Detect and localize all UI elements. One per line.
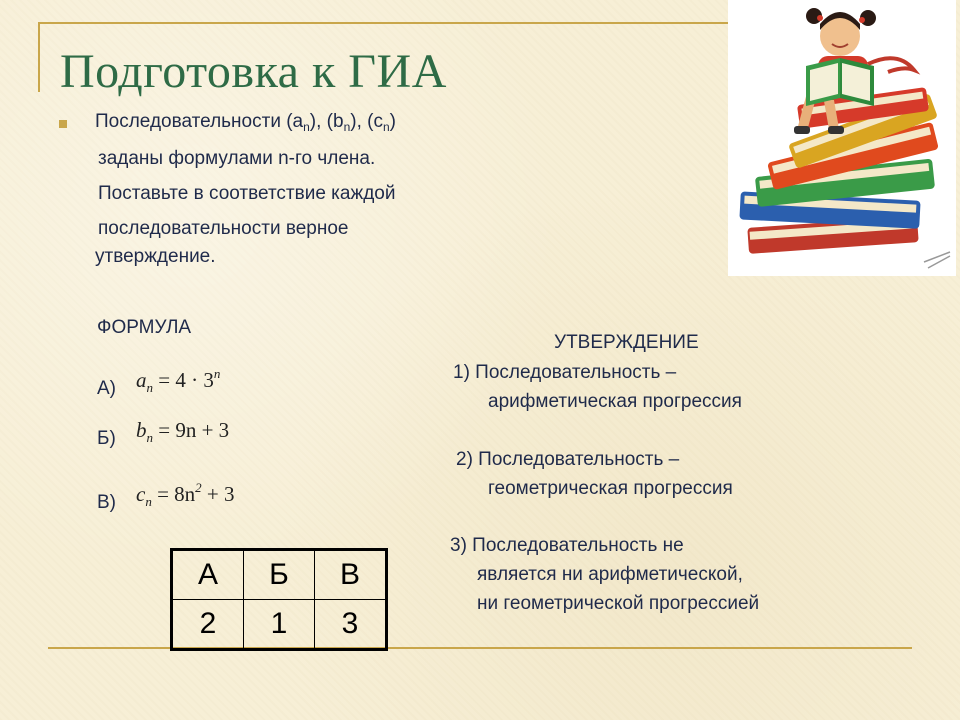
answer-header-a: А bbox=[172, 550, 244, 600]
formula-sub: n bbox=[146, 430, 153, 445]
statement-1-line-2: арифметическая прогрессия bbox=[488, 391, 742, 412]
intro-text: ), (b bbox=[309, 111, 344, 132]
frame-line-left bbox=[38, 22, 40, 92]
formula-tail: + 3 bbox=[201, 482, 235, 506]
subscript: n bbox=[303, 120, 310, 134]
formula-label-a: А) bbox=[97, 378, 116, 399]
formula-rhs: = 8n bbox=[157, 482, 196, 506]
answer-table-value-row bbox=[172, 600, 387, 650]
slide-title: Подготовка к ГИА bbox=[60, 45, 447, 98]
formula-sub: n bbox=[146, 380, 153, 395]
answer-header-b: Б bbox=[244, 550, 315, 600]
formula-var: b bbox=[136, 418, 147, 442]
statement-1-line-1: 1) Последовательность – bbox=[453, 362, 677, 383]
formula-var: a bbox=[136, 368, 147, 392]
intro-line-2: заданы формулами n-го члена. bbox=[98, 148, 376, 169]
statement-3-line-3: ни геометрической прогрессией bbox=[477, 593, 760, 614]
girl-reading-books-illustration bbox=[728, 0, 956, 276]
intro-line-1 bbox=[95, 111, 396, 134]
statement-3-line-1: 3) Последовательность не bbox=[450, 535, 684, 556]
formula-c bbox=[136, 480, 235, 510]
statement-2-line-1: 2) Последовательность – bbox=[456, 449, 680, 470]
formula-rhs: = 4 · 3 bbox=[158, 368, 214, 392]
statement-3-line-2: является ни арифметической, bbox=[477, 564, 743, 585]
answer-value-v: 3 bbox=[315, 600, 387, 650]
formula-var: c bbox=[136, 482, 146, 506]
formula-label-c: В) bbox=[97, 492, 116, 513]
bullet-marker bbox=[59, 120, 67, 128]
answer-value-b: 1 bbox=[244, 600, 315, 650]
formula-rhs: = 9n + 3 bbox=[158, 418, 230, 442]
intro-text: Последовательности (a bbox=[95, 111, 304, 132]
answer-table bbox=[170, 548, 388, 651]
intro-line-3: Поставьте в соответствие каждой bbox=[98, 183, 396, 204]
frame-line-top bbox=[38, 22, 768, 24]
intro-line-4: последовательности верное bbox=[98, 218, 349, 239]
formula-sup: n bbox=[213, 366, 221, 381]
answer-header-v: В bbox=[315, 550, 387, 600]
subscript: n bbox=[343, 120, 351, 134]
books-stack-icon bbox=[728, 0, 956, 276]
intro-text: ), (c bbox=[350, 111, 383, 132]
statement-header: УТВЕРЖДЕНИЕ bbox=[554, 332, 699, 353]
formula-sub: n bbox=[145, 494, 152, 509]
answer-value-a: 2 bbox=[172, 600, 244, 650]
statement-2-line-2: геометрическая прогрессия bbox=[488, 478, 733, 499]
formula-a bbox=[136, 366, 220, 396]
intro-line-5: утверждение. bbox=[95, 246, 216, 267]
intro-text: ) bbox=[389, 111, 396, 132]
formula-b bbox=[136, 418, 229, 446]
subscript: n bbox=[382, 120, 390, 134]
formula-label-b: Б) bbox=[97, 428, 116, 449]
formula-header: ФОРМУЛА bbox=[97, 317, 192, 338]
formula-sup: 2 bbox=[195, 480, 202, 495]
answer-table-header-row bbox=[172, 550, 387, 600]
